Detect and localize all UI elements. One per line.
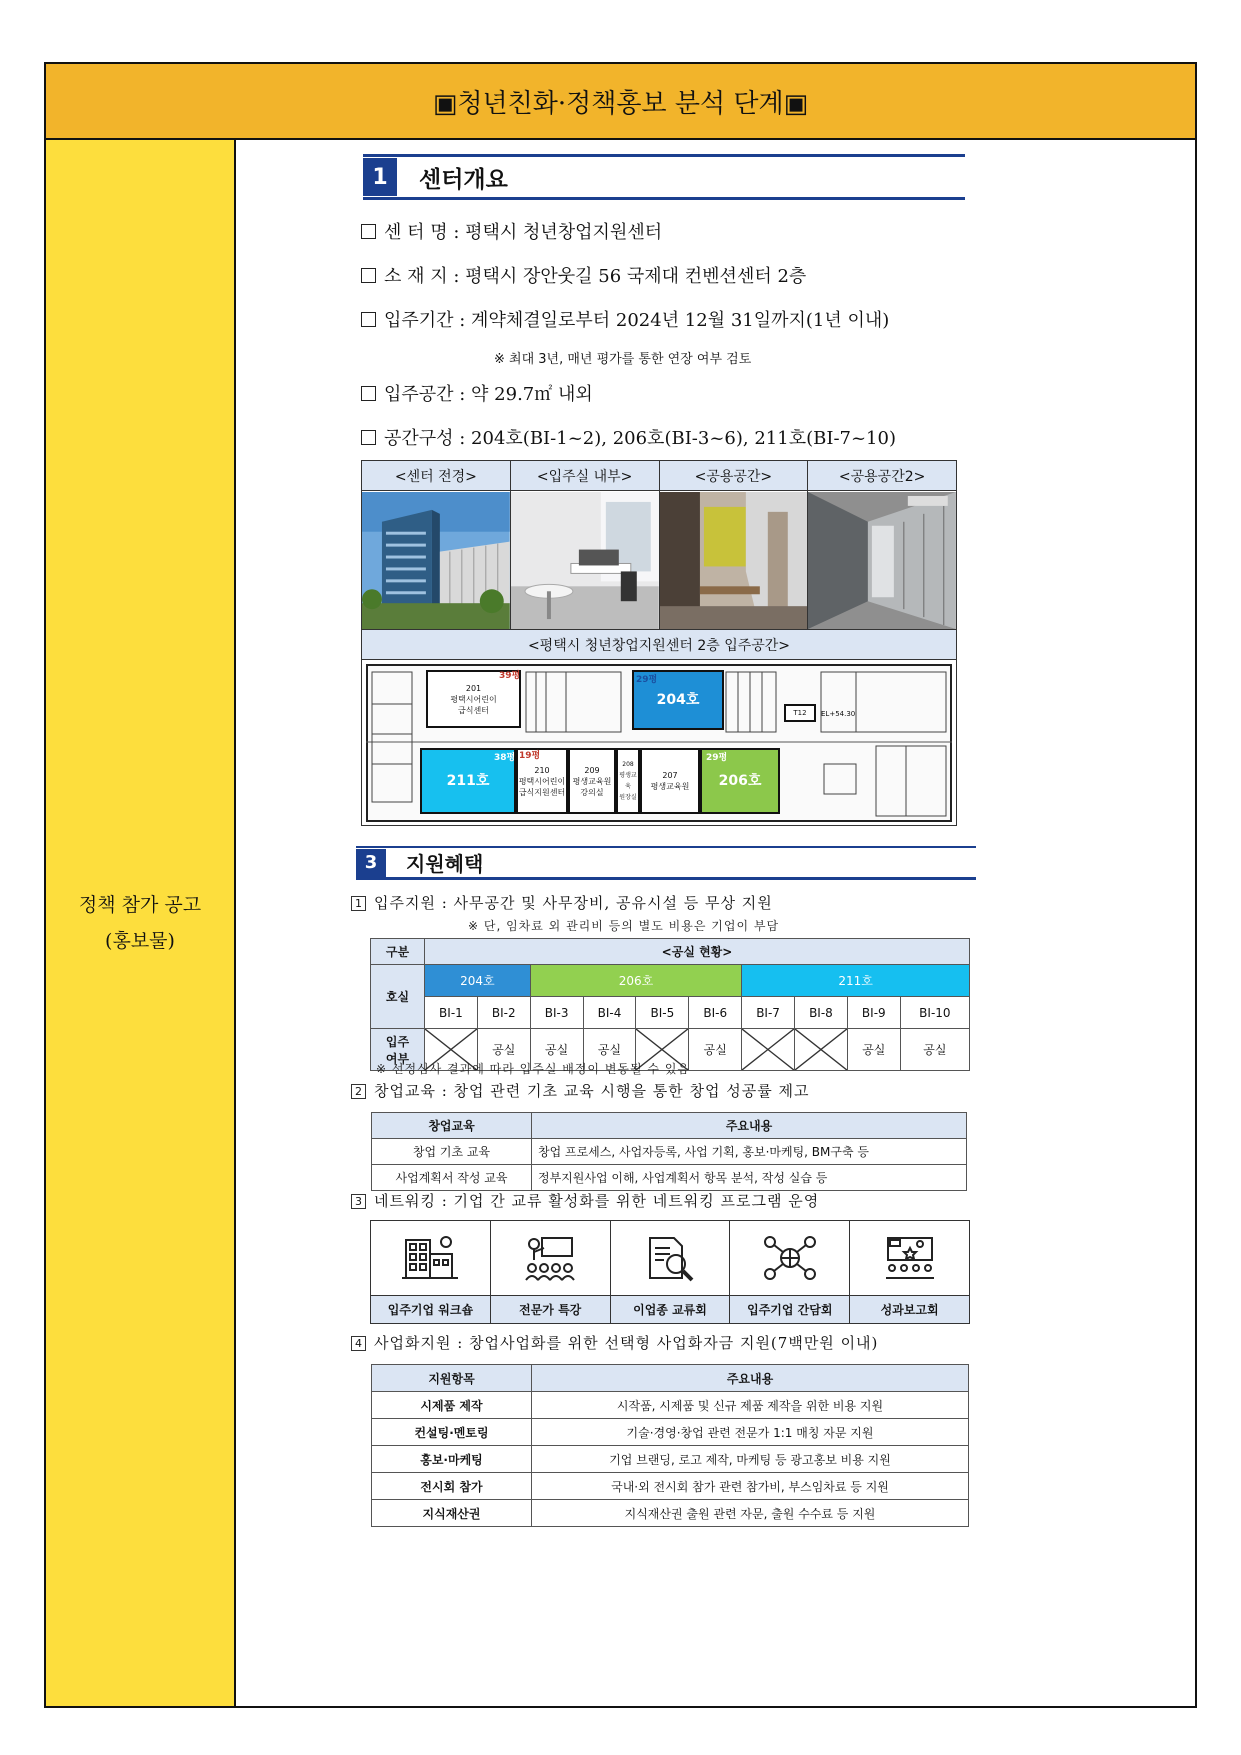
- document-search-icon: [611, 1221, 730, 1295]
- photo-common-space: [660, 461, 809, 629]
- networking-card: [371, 1221, 491, 1323]
- left-label-line2: (홍보물): [105, 930, 175, 952]
- room-210: 210 평택시어린이 급식지원센터: [516, 748, 568, 814]
- presentation-icon: [850, 1221, 969, 1295]
- checkbox-icon: [361, 430, 376, 445]
- unit-cell: BI-9: [847, 997, 900, 1029]
- table-cell: 기술·경영·창업 관련 전문가 1:1 매칭 자문 지원: [532, 1419, 969, 1446]
- table-row: [372, 1165, 967, 1191]
- networking-card: [730, 1221, 850, 1323]
- benefit-3: 3 네트워킹 : 기업 간 교류 활성화를 위한 네트워킹 프로그램 운영: [351, 1190, 819, 1211]
- building-photo: [362, 492, 510, 629]
- room-211-size: 38평: [494, 753, 516, 763]
- networking-label: 이업종 교류회: [611, 1295, 730, 1323]
- photo-caption: <공용공간2>: [808, 461, 956, 491]
- room-t12: T12: [784, 704, 816, 722]
- networking-label: 입주기업 간담회: [730, 1295, 849, 1323]
- table-cell: 사업계획서 작성 교육: [372, 1165, 532, 1191]
- elevation-label: EL+54.30: [821, 710, 856, 718]
- vacant-cell: 공실: [847, 1029, 900, 1071]
- info-name: 센 터 명 : 평택시 청년창업지원센터: [361, 218, 662, 244]
- page-title: ▣청년친화·정책홍보 분석 단계▣: [46, 64, 1195, 140]
- vacant-cell: 공실: [530, 1029, 583, 1071]
- table-cell: 창업 기초 교육: [372, 1139, 532, 1165]
- table-cell: 지식재산권 출원 관련 자문, 출원 수수료 등 지원: [532, 1500, 969, 1527]
- vacant-cell: 공실: [900, 1029, 969, 1071]
- network-icon: [730, 1221, 849, 1295]
- table-cell: 창업 프로세스, 사업자등록, 사업 기획, 홍보·마케팅, BM구축 등: [532, 1139, 967, 1165]
- office-photo: [511, 492, 659, 629]
- content-area: [236, 140, 1195, 1706]
- room-211: 211호: [420, 748, 516, 814]
- table-header: 지원항목: [372, 1365, 532, 1392]
- table-cell: 정부지원사업 이해, 사업계획서 항목 분석, 작성 실습 등: [532, 1165, 967, 1191]
- section-3-title: 지원혜택: [406, 852, 484, 876]
- benefit-4: 4 사업화지원 : 창업사업화를 위한 선택형 사업화자금 지원(7백만원 이내): [351, 1332, 878, 1353]
- room-209: 209 평생교육원 강의실: [568, 748, 616, 814]
- room-204: 204호: [632, 670, 724, 730]
- networking-label: 입주기업 워크숍: [371, 1295, 490, 1323]
- section-3-number: 3: [356, 849, 386, 877]
- section-1-number: 1: [363, 158, 397, 196]
- unit-cell: BI-6: [689, 997, 742, 1029]
- floor-plan: [366, 664, 952, 821]
- room-201-size: 39평: [499, 671, 521, 681]
- left-label-line1: 정책 참가 공고: [78, 894, 202, 916]
- section-1-header: [363, 154, 965, 200]
- occupied-cross-icon: [742, 1029, 794, 1070]
- table-header: 주요내용: [532, 1365, 969, 1392]
- info-period: 입주기간 : 계약체결일로부터 2024년 12월 31일까지(1년 이내): [361, 306, 889, 332]
- table-cell: 컨설팅·멘토링: [372, 1419, 532, 1446]
- left-label-column: [46, 140, 236, 1706]
- room-208: 208 평생교육 원장실: [616, 748, 640, 814]
- occupied-cell: [795, 1029, 848, 1071]
- photo-caption: <입주실 내부>: [511, 461, 659, 491]
- networking-card: [850, 1221, 969, 1323]
- benefit-2: 2 창업교육 : 창업 관련 기초 교육 시행을 통한 창업 성공률 제고: [351, 1080, 810, 1101]
- period-note: ※ 최대 3년, 매년 평가를 통한 연장 여부 검토: [494, 352, 752, 367]
- table-cell: 전시회 참가: [372, 1473, 532, 1500]
- table-header: <공실 현황>: [425, 939, 970, 965]
- photo-office: [511, 461, 660, 629]
- unit-cell: BI-1: [425, 997, 478, 1029]
- unit-cell: BI-10: [900, 997, 969, 1029]
- education-table: [371, 1112, 967, 1191]
- table-header: 구분: [371, 939, 425, 965]
- table-row: [372, 1419, 969, 1446]
- room-204-size: 29평: [636, 675, 658, 685]
- unit-cell: BI-7: [742, 997, 795, 1029]
- unit-cell: BI-2: [477, 997, 530, 1029]
- room-206-cell: 206호: [530, 965, 741, 997]
- occupied-cell: [742, 1029, 795, 1071]
- checkbox-icon: [361, 224, 376, 239]
- photo-caption: <센터 전경>: [362, 461, 510, 491]
- floor-plan-panel: [361, 630, 957, 826]
- table-header: 호실: [371, 965, 425, 1029]
- floor-plan-caption: <평택시 청년창업지원센터 2층 입주공간>: [362, 630, 956, 660]
- table-cell: 시작품, 시제품 및 신규 제품 제작을 위한 비용 지원: [532, 1392, 969, 1419]
- table-row: [372, 1392, 969, 1419]
- benefit-1: 1 입주지원 : 사무공간 및 사무장비, 공유시설 등 무상 지원: [351, 892, 773, 913]
- table-row: [372, 1139, 967, 1165]
- table-cell: 홍보·마케팅: [372, 1446, 532, 1473]
- networking-label: 성과보고회: [850, 1295, 969, 1323]
- table-row: [372, 1500, 969, 1527]
- table-row: [372, 1446, 969, 1473]
- vacant-cell: 공실: [689, 1029, 742, 1071]
- lecture-icon: [491, 1221, 610, 1295]
- networking-card: [611, 1221, 731, 1323]
- checkbox-icon: [361, 386, 376, 401]
- room-206: 206호: [700, 748, 780, 814]
- checkbox-icon: [361, 268, 376, 283]
- table-cell: 지식재산권: [372, 1500, 532, 1527]
- room-211-cell: 211호: [742, 965, 970, 997]
- business-support-table: [371, 1364, 969, 1527]
- photo-caption: <공용공간>: [660, 461, 808, 491]
- networking-card: [491, 1221, 611, 1323]
- vacancy-table: [370, 938, 970, 1071]
- networking-panel: [370, 1220, 970, 1324]
- benefit-1-note: ※ 단, 임차료 외 관리비 등의 별도 비용은 기업이 부담: [468, 919, 780, 933]
- photo-common-space-2: [808, 461, 956, 629]
- room-206-size: 29평: [706, 753, 728, 763]
- table-cell: 기업 브랜딩, 로고 제작, 마케팅 등 광고홍보 비용 지원: [532, 1446, 969, 1473]
- building-icon: [371, 1221, 490, 1295]
- table-cell: 국내·외 전시회 참가 관련 참가비, 부스임차료 등 지원: [532, 1473, 969, 1500]
- section-1-title: 센터개요: [419, 166, 508, 193]
- common-space-photo: [660, 492, 808, 629]
- room-201: 201 평택시어린이 급식센터: [426, 670, 521, 728]
- networking-label: 전문가 특강: [491, 1295, 610, 1323]
- room-204-cell: 204호: [425, 965, 531, 997]
- section-3-header: [356, 846, 976, 880]
- unit-cell: BI-8: [795, 997, 848, 1029]
- room-207: 207 평생교육원: [640, 748, 700, 814]
- table-cell: 시제품 제작: [372, 1392, 532, 1419]
- table-header: 창업교육: [372, 1113, 532, 1139]
- vacancy-note: ※ 선정심사 결과에 따라 입주실 배정이 변동될 수 있음: [376, 1062, 691, 1076]
- photo-exterior: [362, 461, 511, 629]
- vacant-cell: 공실: [477, 1029, 530, 1071]
- room-210-size: 19평: [519, 751, 541, 761]
- unit-cell: BI-4: [583, 997, 636, 1029]
- table-header: 입주 여부: [371, 1029, 425, 1071]
- info-space: 입주공간 : 약 29.7㎡ 내외: [361, 380, 593, 406]
- table-row: [372, 1473, 969, 1500]
- checkbox-icon: [361, 312, 376, 327]
- occupied-cross-icon: [795, 1029, 847, 1070]
- info-address: 소 재 지 : 평택시 장안웃길 56 국제대 컨벤션센터 2층: [361, 262, 806, 288]
- corridor-photo: [808, 492, 956, 629]
- unit-cell: BI-5: [636, 997, 689, 1029]
- info-composition: 공간구성 : 204호(BI-1~2), 206호(BI-3~6), 211호(BI-7~10): [361, 424, 896, 450]
- document-frame: [44, 62, 1197, 1708]
- table-header: 주요내용: [532, 1113, 967, 1139]
- unit-cell: BI-3: [530, 997, 583, 1029]
- vacant-cell: 공실: [583, 1029, 636, 1071]
- photo-panel: [361, 460, 957, 630]
